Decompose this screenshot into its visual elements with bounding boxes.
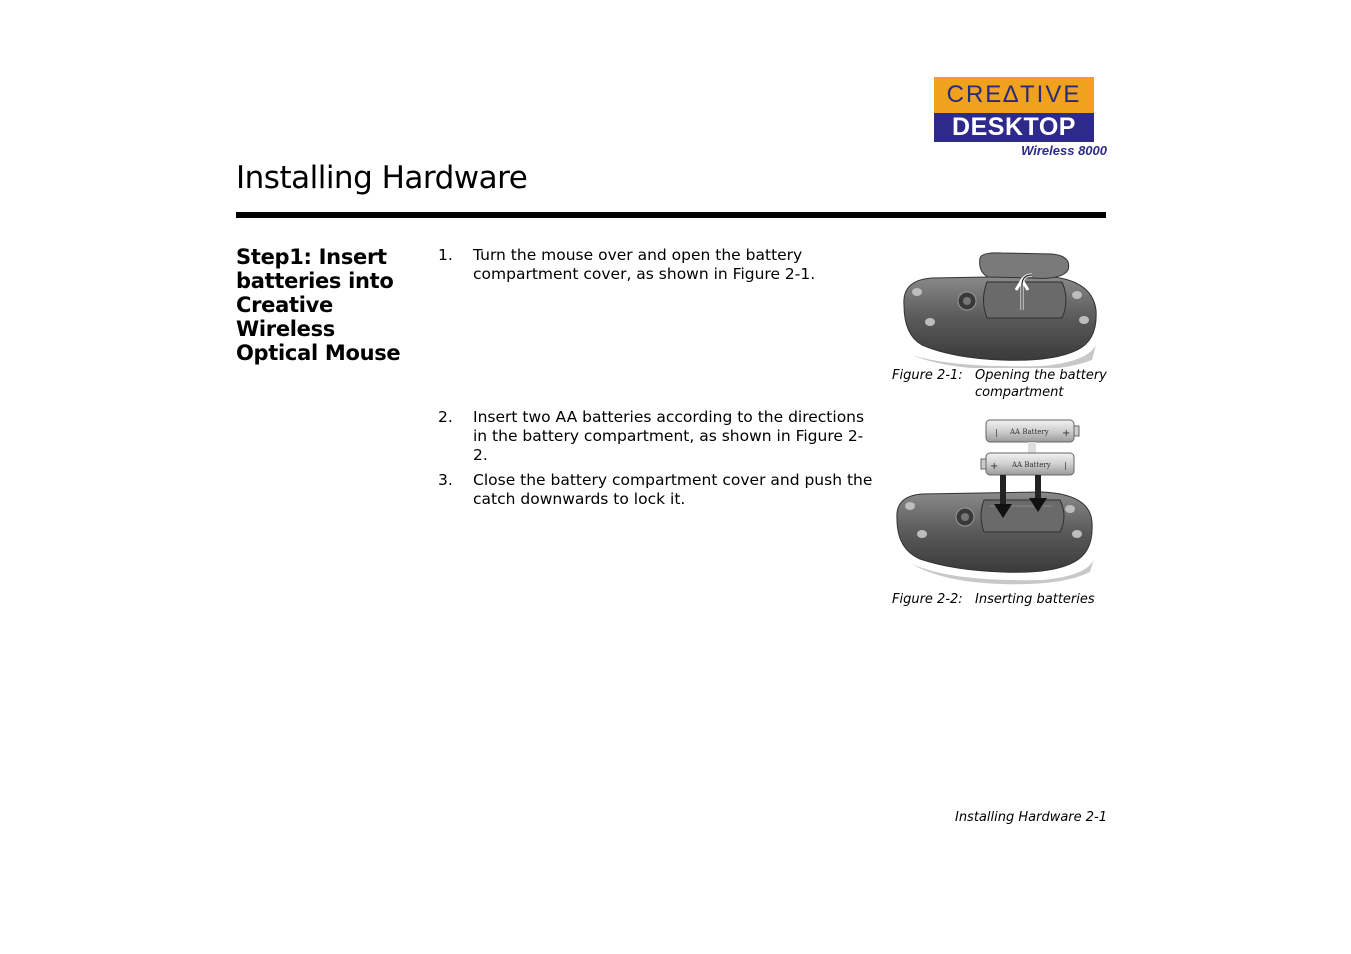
svg-text:|: | — [995, 428, 998, 437]
figure-label: Figure 2-2: — [892, 592, 963, 607]
battery-label: AA Battery — [1010, 428, 1049, 436]
logo-desktop-band — [934, 113, 1094, 142]
title-divider — [236, 212, 1106, 218]
logo-creative-text: CRE∆TIVE — [946, 81, 1082, 108]
figure-caption-text: Inserting batteries — [975, 592, 1095, 607]
step-number: 3. — [438, 471, 453, 489]
svg-text:+: + — [1062, 428, 1071, 439]
figure-caption-text: Opening the battery compartment — [975, 368, 1107, 400]
battery-label: AA Battery — [1012, 461, 1051, 469]
logo-subtitle: Wireless 8000 — [1021, 143, 1107, 158]
step-text: Insert two AA batteries according to the directions in the battery compartment, as shown in Figure 2-2. — [473, 408, 865, 464]
battery-top — [986, 420, 1079, 442]
logo-desktop-text: DESKTOP — [952, 113, 1076, 141]
step-number: 2. — [438, 408, 453, 426]
figure-label: Figure 2-1: — [892, 368, 963, 383]
page-footer: Installing Hardware 2-1 — [954, 810, 1107, 825]
creative-desktop-logo — [934, 77, 1109, 159]
page-title: Installing Hardware — [236, 160, 528, 196]
logo-creative-band — [934, 77, 1094, 113]
battery-bottom — [981, 453, 1074, 475]
step-text: Close the battery compartment cover and push the catch downwards to lock it. — [473, 471, 873, 508]
step-number: 1. — [438, 246, 453, 264]
svg-text:|: | — [1064, 461, 1067, 470]
step-heading: Step1: Insert batteries into Creative Wireless Optical Mouse — [236, 245, 401, 365]
figure-inserting-batteries — [892, 414, 1104, 586]
figure-opening-battery-compartment — [892, 250, 1104, 368]
step-text: Turn the mouse over and open the battery compartment cover, as shown in Figure 2-1. — [473, 246, 816, 283]
svg-text:+: + — [990, 461, 999, 472]
